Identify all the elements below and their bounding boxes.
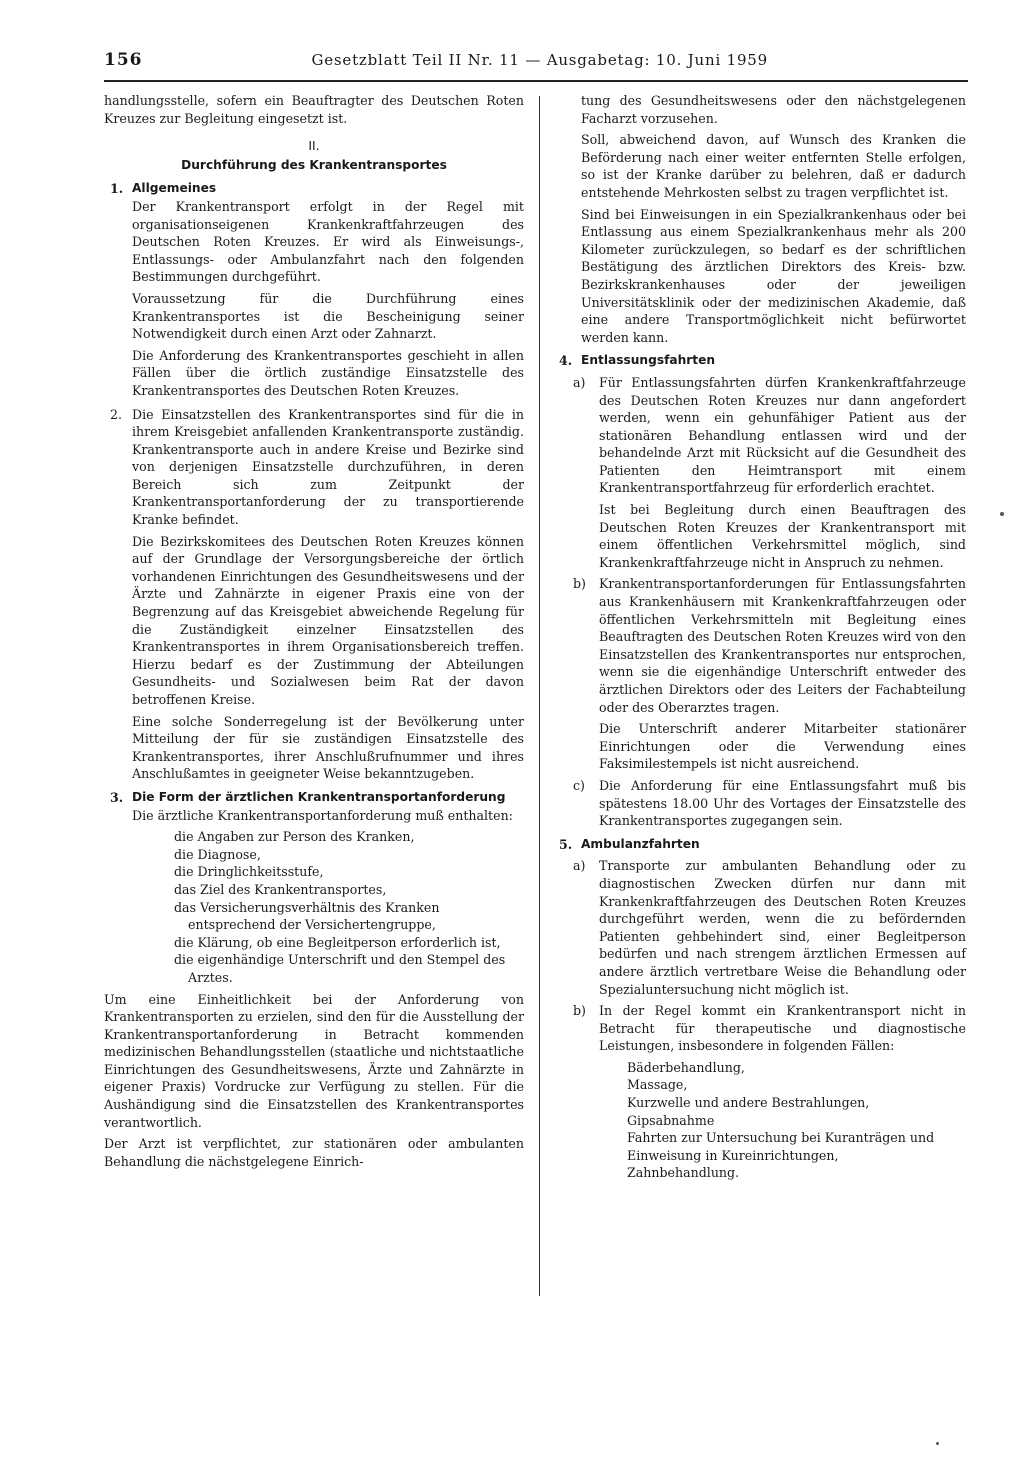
list-item: Bäderbehandlung,	[627, 1059, 745, 1075]
item-2-paragraph-2: Die Bezirkskomitees des Deutschen Roten Kreuzes können auf der Grundlage der Versorgungsbereiche der örtlich vorhandenen Einrichtungen des Gesundheitswesens und der Ärzte und Zahnärzte in eigener Praxis eine von der Begrenzung auf das Kreisgebiet abweichende Regelung für die Zuständigkeit einzelner Einsatzstellen des Krankentransportes in ihrem Organisationsbereich treffen. Hierzu bedarf es der Zustimmung der Abteilungen Gesundheits- und Sozialwesen beim Rat der davon betroffenen Kreise.	[132, 533, 524, 707]
list-item: Gipsabnahme	[627, 1112, 715, 1128]
item-1-title: Allgemeines	[132, 181, 217, 196]
list-item: Zahnbehandlung.	[627, 1165, 740, 1181]
item-3-title: Die Form der ärztlichen Krankentransportanforderung	[132, 789, 506, 804]
item-4-c-label: c)	[573, 777, 585, 793]
section-number: II.	[308, 138, 320, 154]
uniformity-paragraph: Um eine Einheitlichkeit bei der Anforderung von Krankentransporten zu erzielen, sind den für die Ausstellung der Krankentransportanforderung in Betracht kommenden medizinischen Behandlungsstellen (staatliche und nichtstaatliche Einrichtungen des Gesundheitswesens, Ärzte und Zahnärzte in eigener Praxis) Vordrucke zur Verfügung zu stellen. Für die Aushändigung sind die Einsatzstellen des Krankentransportes verantwortlich.	[104, 991, 524, 1130]
item-5-title: Ambulanzfahrten	[581, 836, 700, 851]
item-5-a-label: a)	[573, 858, 586, 874]
list-item: die Klärung, ob eine Begleitperson erforderlich ist,	[174, 934, 501, 950]
doctor-obligation-paragraph: Der Arzt ist verpflichtet, zur stationären oder ambulanten Behandlung die nächstgelegene Einrich-	[104, 1136, 524, 1169]
print-speck	[1000, 512, 1004, 516]
requirements-list	[132, 828, 524, 986]
item-4-a-label: a)	[573, 374, 586, 390]
item-3	[104, 789, 524, 987]
item-1	[104, 180, 524, 399]
item-4-b-paragraph-2: Die Unterschrift anderer Mitarbeiter stationärer Einrichtungen oder die Verwendung eines Faksimilestempels ist nicht ausreichend.	[599, 721, 966, 772]
right-column	[553, 92, 966, 1182]
running-title: Gesetzblatt Teil II Nr. 11 — Ausgabetag: 10. Juni 1959	[311, 51, 768, 69]
item-5-number: 5.	[559, 836, 573, 852]
exclusions-list	[553, 1059, 966, 1182]
item-5-b-paragraph-1: In der Regel kommt ein Krankentransport nicht in Betracht für therapeutische und diagnostische Leistungen, insbesondere in folgenden Fällen:	[599, 1003, 966, 1054]
item-4-c	[553, 777, 966, 830]
item-3-paragraph-1: Die ärztliche Krankentransportanforderung muß enthalten:	[132, 807, 513, 823]
item-5-b-label: b)	[573, 1003, 586, 1019]
item-2-number: 2.	[110, 406, 123, 422]
item-4-b-paragraph-1: Krankentransportanforderungen für Entlassungsfahrten aus Krankenhäusern mit Krankenkraftfahrzeugen oder öffentlichen Verkehrsmitteln mit Begleitung eines Beauftragten des Deutschen Roten Kreuzes wird von den Einsatzstellen des Krankentransportes nur entsprochen, wenn sie die eigenhändige Unterschrift entweder des ärztlichen Direktors oder des Leiters der Fachabteilung oder des Oberarztes tragen.	[599, 576, 966, 715]
list-item: Massage,	[627, 1077, 688, 1093]
list-item: Kurzwelle und andere Bestrahlungen,	[627, 1095, 870, 1111]
list-item: das Versicherungsverhältnis des Kranken entsprechend der Versichertengruppe,	[174, 899, 440, 933]
list-item: die Dringlichkeitsstufe,	[174, 864, 324, 880]
item-5-a-paragraph-1: Transporte zur ambulanten Behandlung oder zu diagnostischen Zwecken dürfen nur dann mit Krankenkraftfahrzeugen des Deutschen Roten Kreuzes durchgeführt werden, wenn die zu befördernden Patienten gehbehindert sind, einer Begleitperson bedürfen und nach strengem ärztlichen Ermessen auf andere ärztlich vertretbare Weise die Behandlung oder Spezialuntersuchung nicht möglich ist.	[599, 858, 966, 997]
item-1-paragraph-2: Voraussetzung für die Durchführung eines Krankentransportes ist die Bescheinigung seiner Notwendigkeit durch einen Arzt oder Zahnarzt.	[132, 290, 524, 342]
item-1-paragraph-3: Die Anforderung des Krankentransportes geschieht in allen Fällen über die örtlich zuständige Einsatzstelle des Krankentransportes des Deutschen Roten Kreuzes.	[132, 347, 524, 398]
item-4-number: 4.	[559, 353, 573, 369]
item-5	[553, 836, 966, 854]
list-item: Fahrten zur Untersuchung bei Kuranträgen und Einweisung in Kureinrichtungen,	[627, 1130, 935, 1163]
list-item: das Ziel des Krankentransportes,	[174, 881, 387, 897]
item-4-title: Entlassungsfahrten	[581, 353, 716, 368]
item-4-b	[553, 575, 966, 773]
item-2-paragraph-3: Eine solche Sonderregelung ist der Bevölkerung unter Mitteilung der für sie zuständigen Einsatzstelle des Krankentransportes, ihrer Anschlußrufnummer und ihres Anschlußamtes in geeigneter Weise bekanntzugeben.	[132, 713, 524, 782]
sind-paragraph: Sind bei Einweisungen in ein Spezialkrankenhaus oder bei Entlassung aus einem Spezialkrankenhaus mehr als 200 Kilometer zurückzulegen, so bedarf es der schriftlichen Bestätigung des ärztlichen Direktors des Kreis- bzw. Bezirkskrankenhauses oder der jeweiligen Universitätsklinik oder der medizinischen Akademie, daß eine andere Transportmöglichkeit nicht befürwortet werden kann.	[581, 206, 966, 345]
continuation-paragraph: tung des Gesundheitswesens oder den nächstgelegenen Facharzt vorzusehen.	[581, 93, 966, 126]
item-2	[104, 406, 524, 783]
item-2-paragraph-1: Die Einsatzstellen des Krankentransportes sind für die in ihrem Kreisgebiet anfallenden Krankentransporte zuständig. Krankentransporte auch in andere Kreise und Bezirke sind von derjenigen Einsatzstelle durchzuführen, in deren Bereich sich zum Zeitpunkt der Krankentransportanforderung der zu transportierende Kranke befindet.	[132, 406, 524, 528]
item-4-b-label: b)	[573, 576, 586, 592]
intro-paragraph: handlungsstelle, sofern ein Beauftragter des Deutschen Roten Kreuzes zur Begleitung eingesetzt ist.	[104, 93, 524, 126]
page-header	[104, 48, 968, 82]
item-4	[553, 352, 966, 370]
print-speck	[936, 1442, 939, 1445]
item-5-b	[553, 1002, 966, 1055]
section-title: Durchführung des Krankentransportes	[181, 157, 447, 172]
item-1-number: 1.	[110, 181, 124, 197]
column-divider	[539, 96, 540, 1296]
item-4-c-paragraph-1: Die Anforderung für eine Entlassungsfahrt muß bis spätestens 18.00 Uhr des Vortages der Einsatzstelle des Krankentransportes zugegangen sein.	[599, 777, 966, 829]
item-1-paragraph-1: Der Krankentransport erfolgt in der Regel mit organisationseigenen Krankenkraftfahrzeugen des Deutschen Roten Kreuzes. Er wird als Einweisungs-, Entlassungs- oder Ambulanzfahrt nach den folgenden Bestimmungen durchgeführt.	[132, 198, 524, 285]
soll-paragraph: Soll, abweichend davon, auf Wunsch des Kranken die Beförderung nach einer weiter entfernten Stelle erfolgen, so ist der Kranke darüber zu belehren, daß er dadurch entstehende Mehrkosten selbst zu tragen verpflichtet ist.	[581, 132, 966, 200]
item-4-a-paragraph-2: Ist bei Begleitung durch einen Beauftragen des Deutschen Roten Kreuzes der Krankentransport mit einem öffentlichen Verkehrsmittel möglich, sind Krankenkraftfahrzeuge nicht in Anspruch zu nehmen.	[599, 502, 966, 570]
list-item: die Diagnose,	[174, 846, 261, 862]
item-4-a-paragraph-1: Für Entlassungsfahrten dürfen Krankenkraftfahrzeuge des Deutschen Roten Kreuzes nur dann angefordert werden, wenn ein gehunfähiger Patient aus der stationären Behandlung entlassen wird und der behandelnde Arzt mit Rücksicht auf die Gesundheit des Patienten den Heimtransport mit einem Krankentransportfahrzeug für erforderlich erachtet.	[599, 374, 966, 496]
list-item: die eigenhändige Unterschrift und den Stempel des Arztes.	[174, 952, 506, 985]
list-item: die Angaben zur Person des Kranken,	[174, 829, 415, 845]
item-3-number: 3.	[110, 789, 124, 805]
left-column	[104, 92, 524, 1174]
page-number: 156	[104, 50, 143, 70]
item-5-a	[553, 857, 966, 998]
item-4-a	[553, 374, 966, 572]
